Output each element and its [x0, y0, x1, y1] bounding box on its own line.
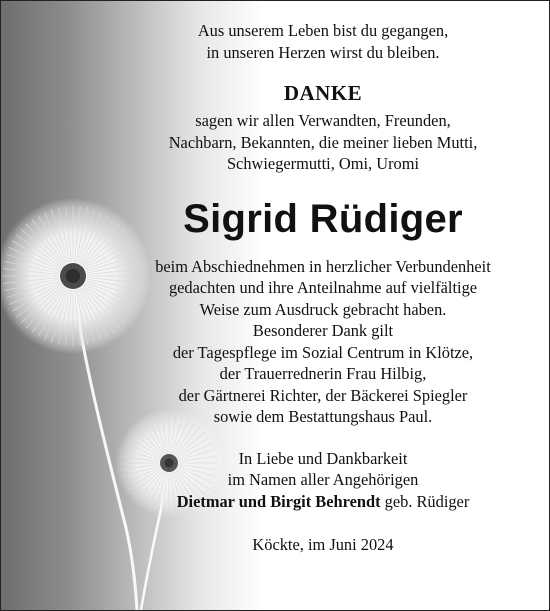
thank-you-heading: DANKE — [283, 81, 363, 105]
signature-suffix: geb. Rüdiger — [380, 491, 470, 511]
body-line: gedachten und ihre Anteilnahme auf vielfältige — [168, 278, 478, 297]
thanks-line: sagen wir allen Verwandten, Freunden, — [195, 111, 451, 130]
body-line: beim Abschiednehmen in herzlicher Verbundenheit — [155, 256, 491, 276]
body-line: Weise zum Ausdruck gebracht haben. — [199, 299, 447, 319]
body-line: der Tagespflege im Sozial Centrum in Klötze, — [172, 342, 474, 362]
body-line: sowie dem Bestattungshaus Paul. — [213, 407, 433, 426]
memorial-verse — [97, 20, 549, 63]
deceased-name: Sigrid Rüdiger — [183, 196, 463, 241]
notice-text — [97, 1, 549, 556]
thanks-line: Nachbarn, Bekannten, die meiner lieben Mutti, — [168, 132, 478, 152]
signature-names: Dietmar und Birgit Behrendt — [176, 491, 381, 511]
verse-line: in unseren Herzen wirst du bleiben. — [206, 42, 440, 62]
closing-line: In Liebe und Dankbarkeit — [238, 448, 408, 468]
body-paragraph — [97, 256, 549, 428]
signature-line — [97, 491, 549, 513]
verse-line: Aus unserem Leben bist du gegangen, — [197, 21, 449, 40]
thanks-paragraph — [97, 110, 549, 175]
place-date: Köckte, im Juni 2024 — [252, 535, 394, 554]
body-line: Besonderer Dank gilt — [252, 321, 394, 340]
body-line: der Trauerrednerin Frau Hilbig, — [219, 364, 427, 383]
body-line: der Gärtnerei Richter, der Bäckerei Spiegler — [178, 385, 468, 405]
closing-line: im Namen aller Angehörigen — [227, 470, 419, 489]
thanks-line: Schwiegermutti, Omi, Uromi — [226, 154, 420, 173]
closing-block — [97, 448, 549, 513]
